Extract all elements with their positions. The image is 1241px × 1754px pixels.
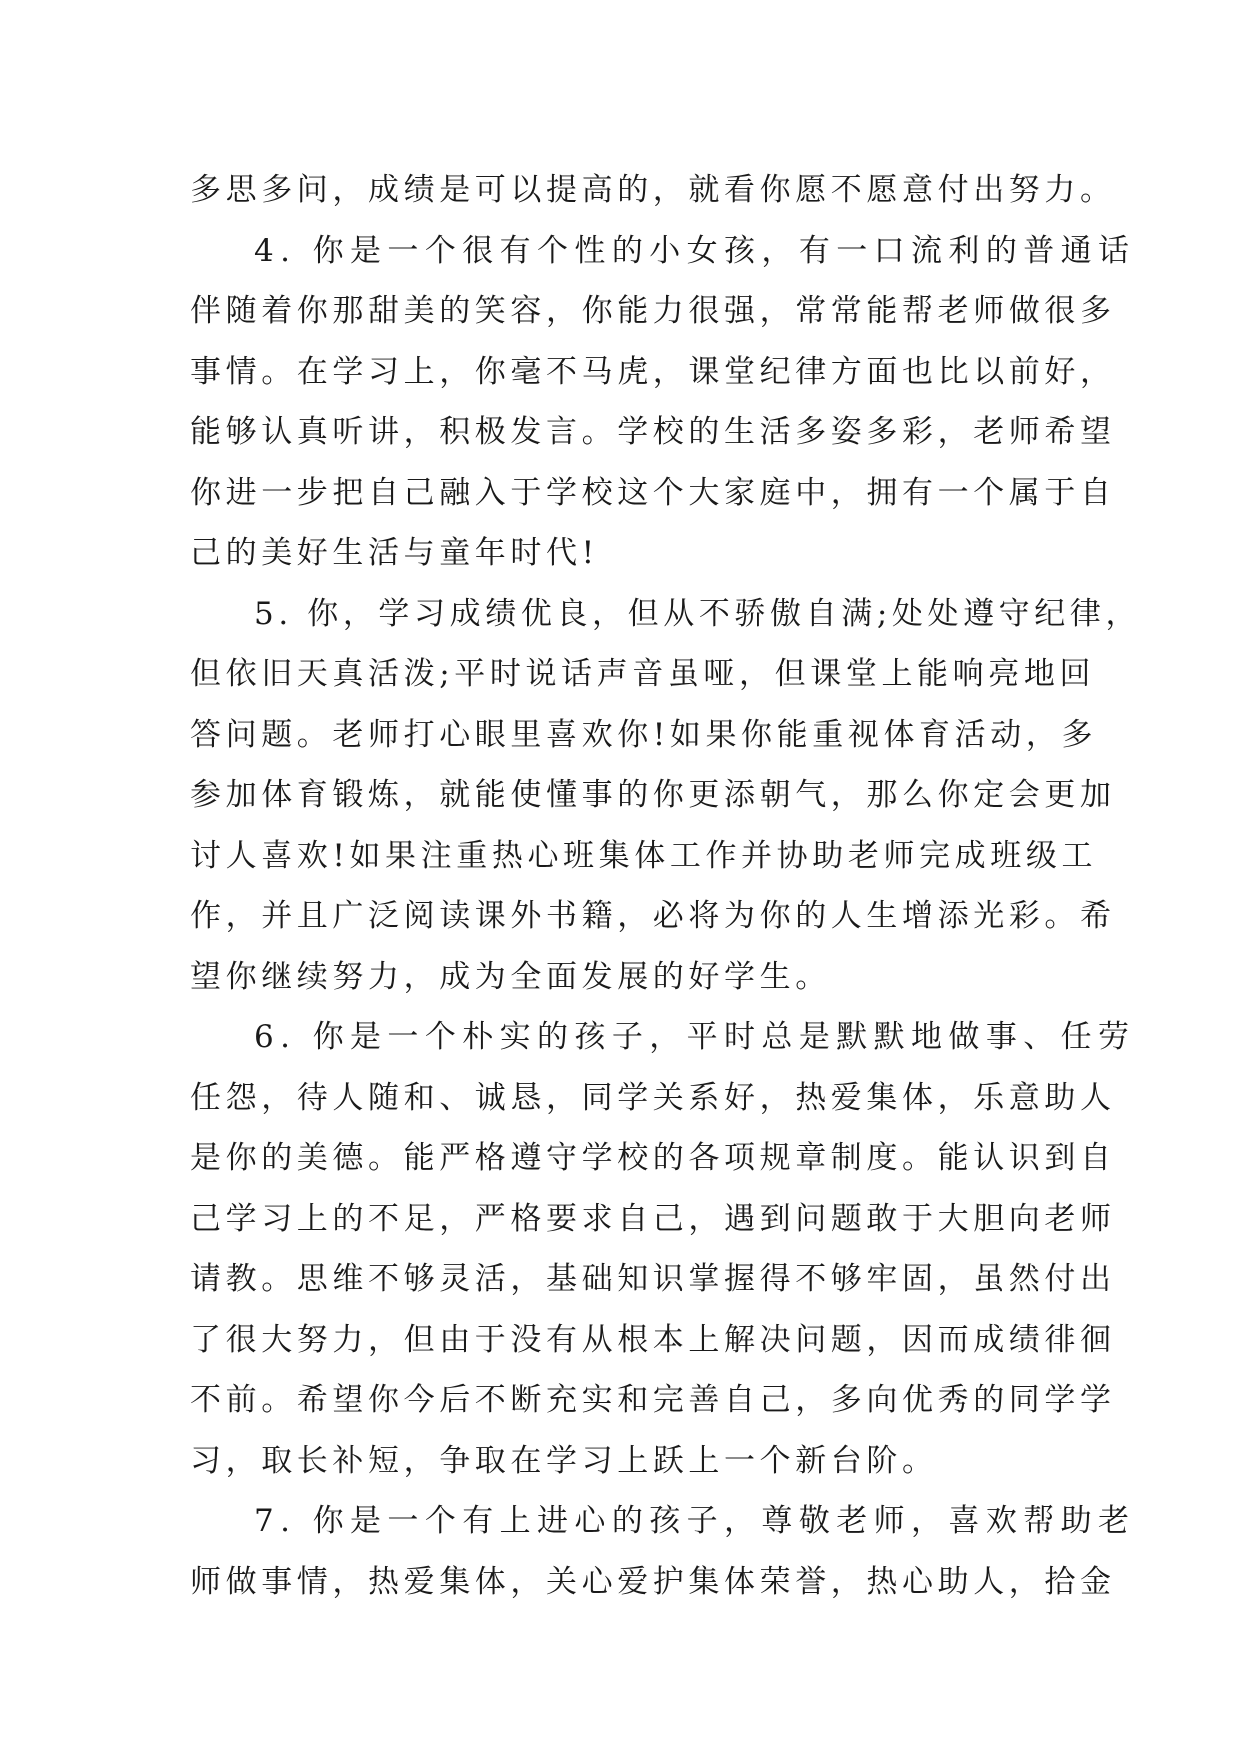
text-line: 习，取长补短，争取在学习上跃上一个新台阶。 <box>190 1442 938 1479</box>
text-line: 己学习上的不足，严格要求自己，遇到问题敢于大胆向老师 <box>190 1200 1116 1237</box>
text-line: 任怨，待人随和、诚恳，同学关系好，热爱集体，乐意助人 <box>190 1079 1116 1116</box>
text-line: 伴随着你那甜美的笑容，你能力很强，常常能帮老师做很多 <box>190 293 1116 329</box>
text-line: 师做事情，热爱集体，关心爱护集体荣誉，热心助人，拾金 <box>190 1563 1116 1600</box>
text-line: 不前。希望你今后不断充实和完善自己，多向优秀的同学学 <box>190 1382 1116 1418</box>
text-line: 了很大努力，但由于没有从根本上解决问题，因而成绩徘徊 <box>190 1321 1116 1358</box>
text-line: 是你的美德。能严格遵守学校的各项规章制度。能认识到自 <box>190 1140 1116 1176</box>
text-line: 6. 你是一个朴实的孩子，平时总是默默地做事、任劳 <box>254 1019 1136 1055</box>
text-line: 事情。在学习上，你毫不马虎，课堂纪律方面也比以前好， <box>190 353 1116 390</box>
text-line: 望你继续努力，成为全面发展的好学生。 <box>190 958 831 995</box>
text-line: 7. 你是一个有上进心的孩子，尊敬老师，喜欢帮助老 <box>254 1503 1136 1539</box>
text-line: 讨人喜欢!如果注重热心班集体工作并协助老师完成班级工 <box>190 837 1098 874</box>
document-body <box>190 160 1142 1612</box>
text-line: 5. 你，学习成绩优良，但从不骄傲自满;处处遵守纪律， <box>254 595 1142 632</box>
text-line: 4. 你是一个很有个性的小女孩，有一口流利的普通话 <box>254 232 1136 269</box>
text-line: 但依旧天真活泼;平时说话声音虽哑，但课堂上能响亮地回 <box>190 656 1096 692</box>
text-line: 你进一步把自己融入于学校这个大家庭中，拥有一个属于自 <box>190 474 1116 511</box>
text-line: 己的美好生活与童年时代! <box>190 535 599 571</box>
text-line: 多思多问，成绩是可以提高的，就看你愿不愿意付出努力。 <box>190 172 1116 208</box>
text-line: 作，并且广泛阅读课外书籍，必将为你的人生增添光彩。希 <box>190 898 1116 934</box>
text-line: 参加体育锻炼，就能使懂事的你更添朝气，那么你定会更加 <box>190 777 1116 813</box>
text-line: 答问题。老师打心眼里喜欢你!如果你能重视体育活动，多 <box>190 716 1098 753</box>
text-line: 请教。思维不够灵活，基础知识掌握得不够牢固，虽然付出 <box>190 1261 1116 1297</box>
text-line: 能够认真听讲，积极发言。学校的生活多姿多彩，老师希望 <box>190 414 1116 450</box>
